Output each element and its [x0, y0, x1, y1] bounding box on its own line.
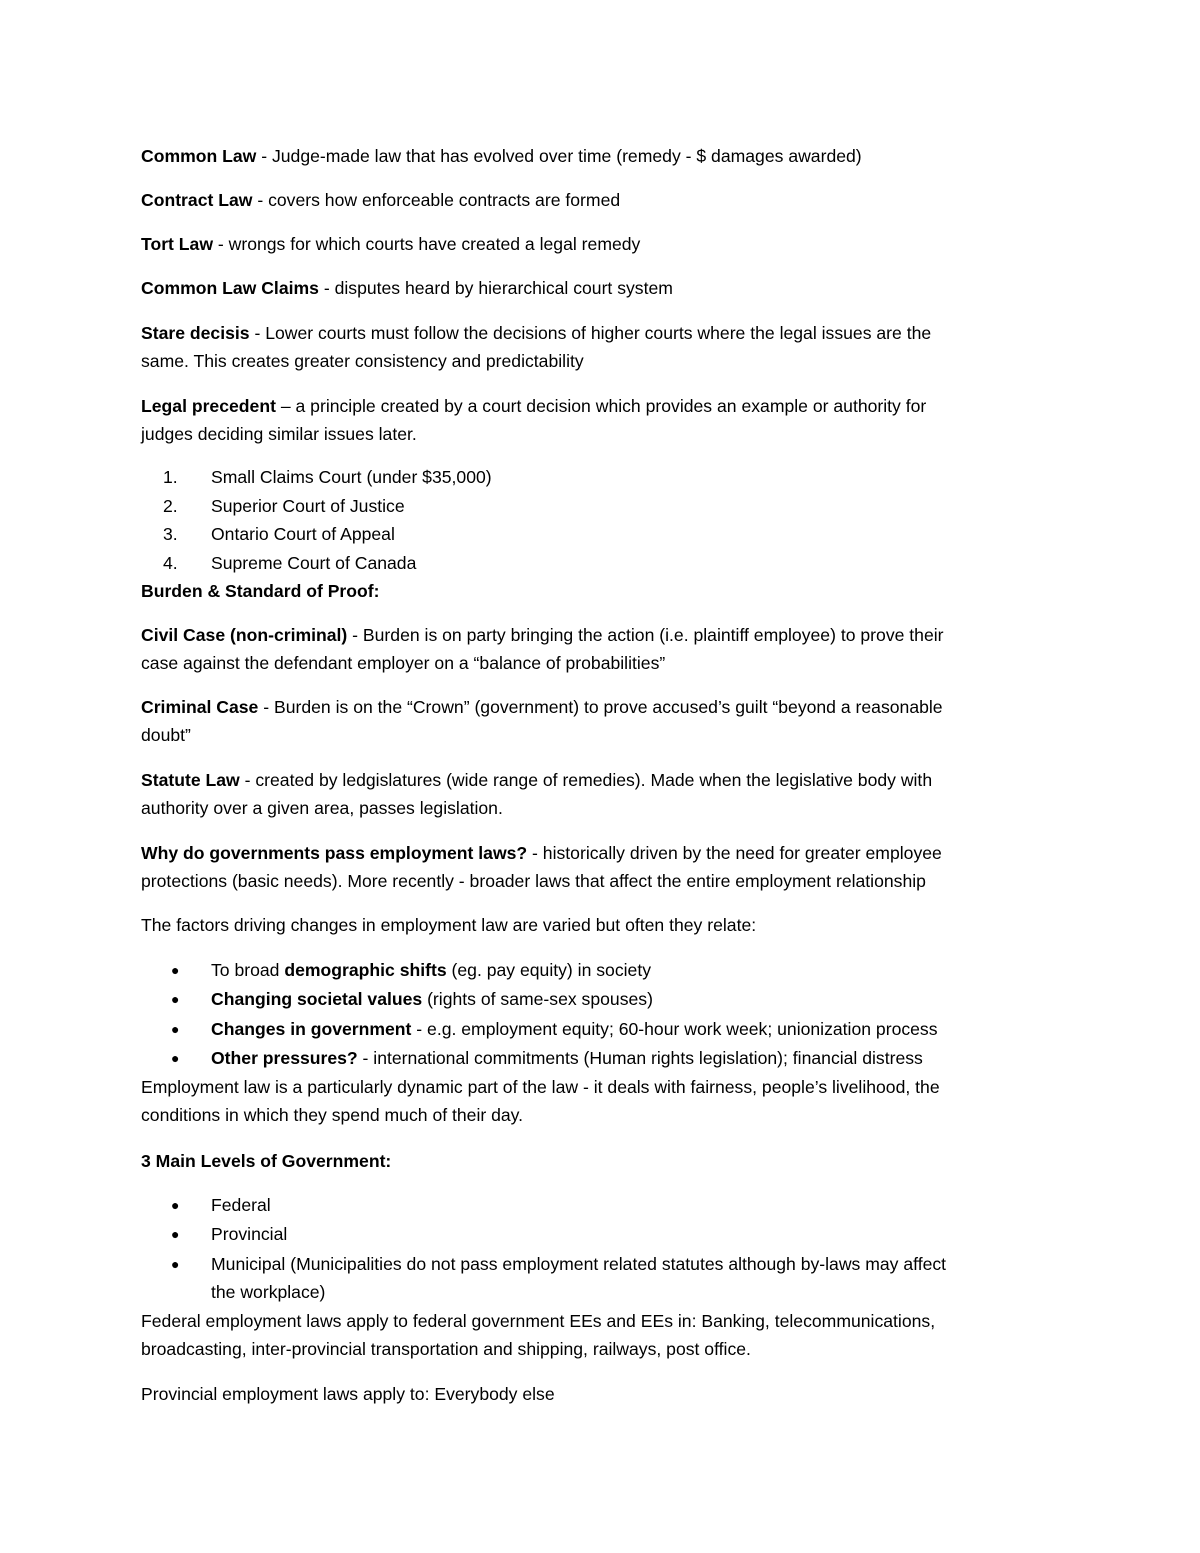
note-legal-precedent-cont: judges deciding similar issues later.: [141, 424, 417, 444]
note-civil-case-cont: case against the defendant employer on a “balance of probabilities”: [141, 653, 666, 673]
term: Statute Law: [141, 770, 240, 790]
note-why-laws-cont: protections (basic needs). More recently - broader laws that affect the entire employment relationship: [141, 871, 926, 891]
note-common-law: [141, 142, 1071, 170]
note-stare-decisis: [141, 319, 1071, 347]
item-text: - international commitments (Human rights legislation); financial distress: [357, 1048, 923, 1068]
term: Why do governments pass employment laws?: [141, 843, 528, 863]
bullet-icon: ●: [171, 1021, 180, 1037]
list-number: 1.: [163, 467, 178, 487]
note-why-laws: [141, 839, 1071, 867]
list-item: Federal: [211, 1195, 271, 1215]
item-emphasis: Changing societal values: [211, 989, 423, 1009]
list-item: Superior Court of Justice: [211, 496, 405, 516]
item-text: (eg. pay equity) in society: [446, 960, 652, 980]
federal-paragraph-cont: broadcasting, inter-provincial transportation and shipping, railways, post office.: [141, 1339, 751, 1359]
item-emphasis: Changes in government: [211, 1019, 412, 1039]
dynamic-paragraph: Employment law is a particularly dynamic part of the law - it deals with fairness, people’s livelihood, the: [141, 1077, 940, 1097]
note-criminal-case: [141, 693, 1071, 721]
list-item: Supreme Court of Canada: [211, 553, 417, 573]
term: Legal precedent: [141, 396, 276, 416]
definition: - Judge-made law that has evolved over time (remedy - $ damages awarded): [256, 146, 862, 166]
dynamic-paragraph-cont: conditions in which they spend much of their day.: [141, 1105, 524, 1125]
list-item: [211, 1044, 1091, 1072]
list-number: 4.: [163, 553, 178, 573]
definition: - Lower courts must follow the decisions of higher courts where the legal issues are the: [249, 323, 932, 343]
list-number: 3.: [163, 524, 178, 544]
item-text: To broad: [211, 960, 285, 980]
list-item-cont: the workplace): [211, 1282, 326, 1302]
bullet-icon: ●: [171, 1050, 180, 1066]
list-item: Municipal (Municipalities do not pass employment related statutes although by-laws may affect: [211, 1254, 947, 1274]
list-number: 2.: [163, 496, 178, 516]
term: Common Law Claims: [141, 278, 319, 298]
note-tort-law: [141, 230, 1071, 258]
bullet-icon: ●: [171, 962, 180, 978]
note-statute-law: [141, 766, 1071, 794]
definition: - created by ledgislatures (wide range of remedies). Made when the legislative body with: [239, 770, 933, 790]
list-item: Small Claims Court (under $35,000): [211, 467, 492, 487]
list-item: [211, 956, 1091, 984]
definition: - disputes heard by hierarchical court system: [318, 278, 673, 298]
burden-heading: Burden & Standard of Proof:: [141, 581, 380, 601]
factors-intro: The factors driving changes in employment law are varied but often they relate:: [141, 915, 757, 935]
item-emphasis: Other pressures?: [211, 1048, 358, 1068]
federal-paragraph: Federal employment laws apply to federal government EEs and EEs in: Banking, telecommunications,: [141, 1311, 936, 1331]
note-criminal-case-cont: doubt”: [141, 725, 191, 745]
note-civil-case: [141, 621, 1071, 649]
term: Tort Law: [141, 234, 213, 254]
definition: – a principle created by a court decision which provides an example or authority for: [275, 396, 927, 416]
note-stare-decisis-cont: same. This creates greater consistency and predictability: [141, 351, 584, 371]
definition: - historically driven by the need for greater employee: [527, 843, 942, 863]
term: Contract Law: [141, 190, 253, 210]
term: Civil Case (non-criminal): [141, 625, 348, 645]
item-text: (rights of same-sex spouses): [422, 989, 653, 1009]
list-item: [211, 1015, 1091, 1043]
bullet-icon: ●: [171, 1256, 180, 1272]
item-emphasis: demographic shifts: [284, 960, 447, 980]
list-item: Provincial: [211, 1224, 288, 1244]
levels-heading: 3 Main Levels of Government:: [141, 1151, 392, 1171]
note-contract-law: [141, 186, 1071, 214]
term: Stare decisis: [141, 323, 250, 343]
list-item: Ontario Court of Appeal: [211, 524, 395, 544]
bullet-icon: ●: [171, 991, 180, 1007]
provincial-paragraph: Provincial employment laws apply to: Everybody else: [141, 1384, 555, 1404]
definition: - covers how enforceable contracts are formed: [252, 190, 621, 210]
note-legal-precedent: [141, 392, 1071, 420]
term: Common Law: [141, 146, 257, 166]
note-common-law-claims: [141, 274, 1071, 302]
bullet-icon: ●: [171, 1197, 180, 1213]
list-item: [211, 985, 1091, 1013]
definition: - Burden is on party bringing the action (i.e. plaintiff employee) to prove their: [347, 625, 944, 645]
bullet-icon: ●: [171, 1226, 180, 1242]
term: Criminal Case: [141, 697, 259, 717]
note-statute-law-cont: authority over a given area, passes legislation.: [141, 798, 503, 818]
definition: - Burden is on the “Crown” (government) to prove accused’s guilt “beyond a reasonable: [258, 697, 943, 717]
definition: - wrongs for which courts have created a legal remedy: [213, 234, 641, 254]
item-text: - e.g. employment equity; 60-hour work week; unionization process: [411, 1019, 938, 1039]
